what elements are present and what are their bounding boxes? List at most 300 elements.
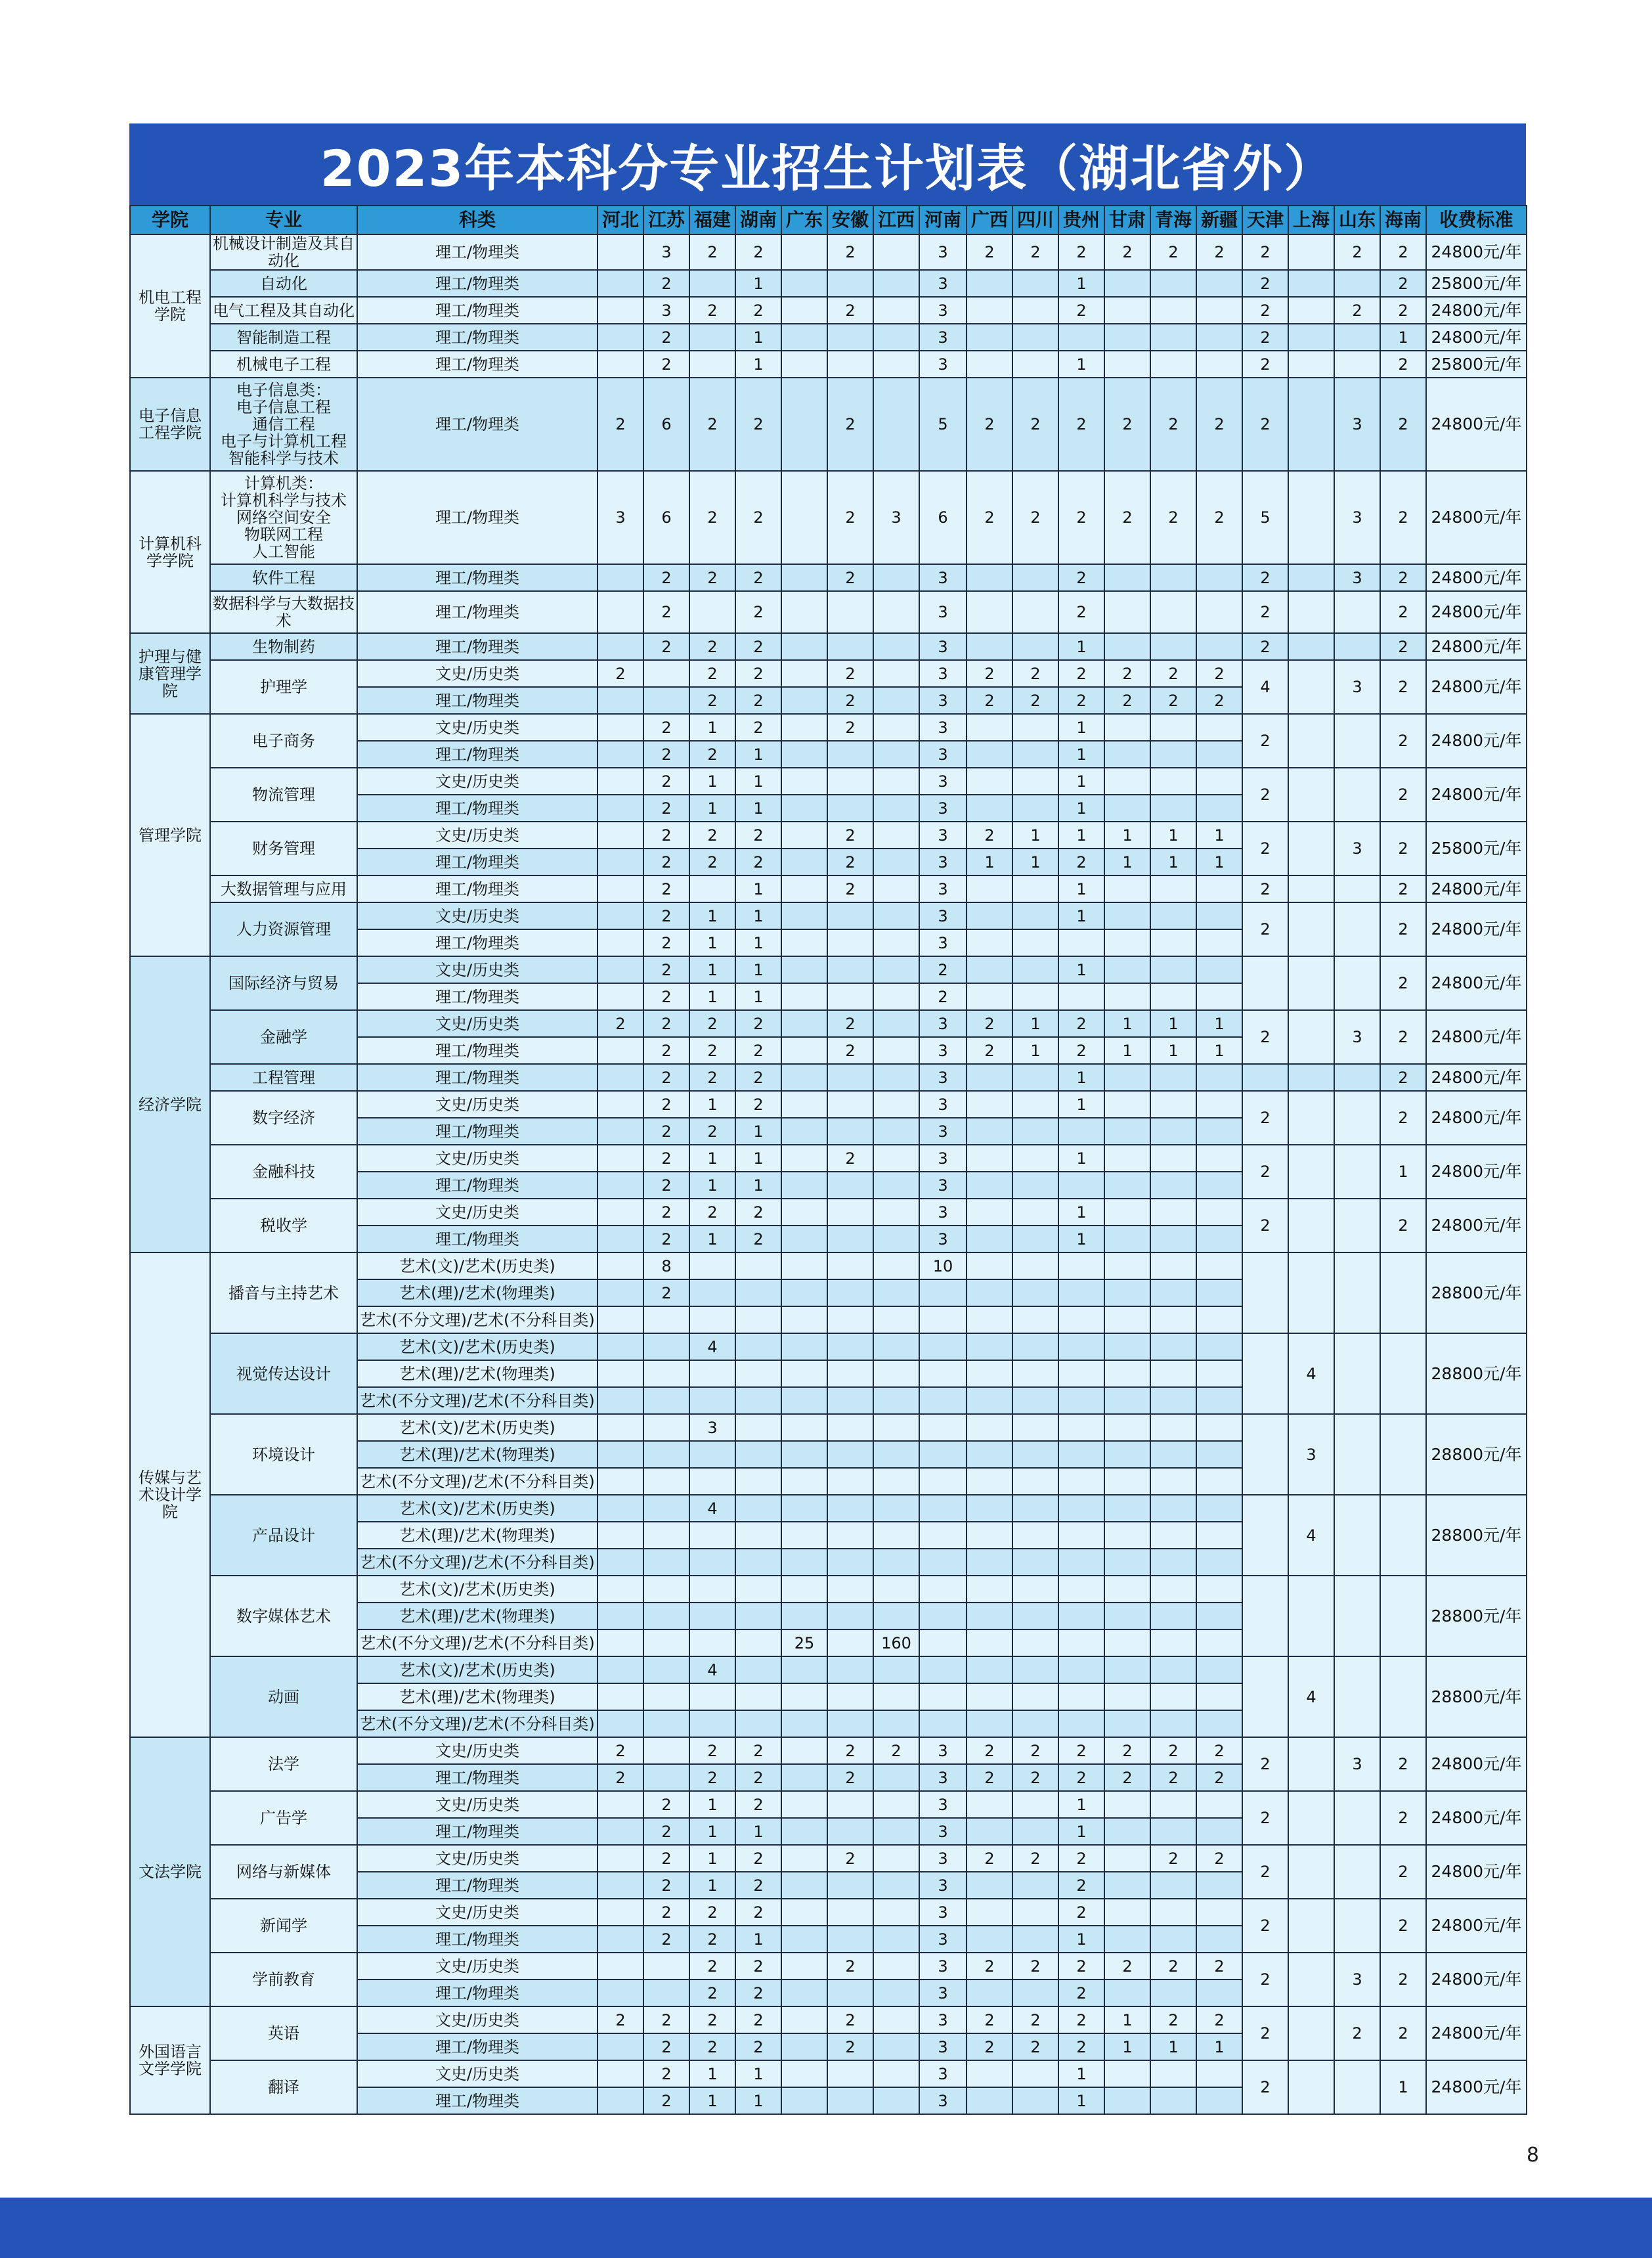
- quota-cell: 1: [735, 875, 781, 902]
- quota-cell: 2: [827, 564, 873, 591]
- quota-cell: [1104, 1926, 1150, 1953]
- quota-cell: 2: [1150, 378, 1196, 471]
- quota-cell: 2: [1012, 1953, 1058, 1980]
- quota-cell: [873, 795, 919, 822]
- quota-cell: [781, 1306, 827, 1333]
- quota-cell: [1058, 1333, 1104, 1360]
- quota-cell: 3: [919, 1980, 967, 2006]
- quota-cell: 2: [735, 2033, 781, 2060]
- quota-cell: 2: [1012, 471, 1058, 564]
- subject-cell: 理工/物理类: [357, 633, 598, 660]
- quota-cell: 3: [919, 351, 967, 378]
- quota-cell: [1012, 1818, 1058, 1845]
- major-cell: 广告学: [210, 1791, 357, 1845]
- quota-cell: [1196, 297, 1242, 324]
- quota-cell: [1150, 270, 1196, 297]
- quota-cell: [598, 822, 643, 849]
- quota-cell: [643, 1710, 689, 1737]
- quota-cell: 2: [643, 1172, 689, 1199]
- quota-cell: [781, 768, 827, 795]
- quota-cell: 1: [689, 768, 735, 795]
- quota-cell: 2: [643, 849, 689, 875]
- fee-cell: 25800元/年: [1426, 822, 1527, 875]
- quota-cell: [598, 297, 643, 324]
- quota-cell: [1150, 795, 1196, 822]
- quota-merged-cell: [1288, 1576, 1334, 1656]
- quota-cell: 1: [735, 902, 781, 929]
- quota-cell: [1196, 1387, 1242, 1414]
- quota-cell: 2: [1012, 378, 1058, 471]
- quota-cell: [1196, 1603, 1242, 1629]
- major-cell: 学前教育: [210, 1953, 357, 2006]
- quota-cell: 1: [735, 1172, 781, 1199]
- quota-cell: [919, 1387, 967, 1414]
- quota-cell: [967, 1414, 1012, 1441]
- quota-cell: [873, 1333, 919, 1360]
- quota-cell: [1104, 324, 1150, 351]
- quota-cell: 1: [1058, 1091, 1104, 1118]
- quota-cell: 2: [827, 1764, 873, 1791]
- quota-cell: [598, 2060, 643, 2087]
- quota-cell: [643, 1737, 689, 1764]
- quota-cell: [1104, 956, 1150, 983]
- fee-cell: 28800元/年: [1426, 1656, 1527, 1737]
- quota-cell: [873, 849, 919, 875]
- quota-cell: [967, 1306, 1012, 1333]
- quota-cell: 2: [643, 1226, 689, 1252]
- quota-cell: [1196, 633, 1242, 660]
- quota-cell: [1150, 1064, 1196, 1091]
- column-header: 河北: [598, 206, 643, 234]
- quota-cell: 2: [735, 1845, 781, 1872]
- quota-cell: 2: [1150, 660, 1196, 687]
- quota-cell: [781, 1199, 827, 1226]
- quota-cell: [781, 1252, 827, 1279]
- quota-cell: [1150, 1818, 1196, 1845]
- quota-cell: [598, 687, 643, 714]
- quota-cell: [827, 270, 873, 297]
- quota-merged-cell: 2: [1242, 1791, 1288, 1845]
- quota-cell: [1058, 1549, 1104, 1576]
- quota-cell: 2: [1012, 1737, 1058, 1764]
- quota-cell: [1196, 1226, 1242, 1252]
- quota-cell: 3: [919, 1764, 967, 1791]
- quota-cell: [598, 1306, 643, 1333]
- quota-cell: [1150, 875, 1196, 902]
- quota-cell: [967, 1199, 1012, 1226]
- quota-cell: [781, 875, 827, 902]
- quota-cell: 10: [919, 1252, 967, 1279]
- quota-merged-cell: [1380, 1333, 1426, 1414]
- table-row: [130, 378, 1527, 471]
- quota-cell: 2: [827, 378, 873, 471]
- table-row: [130, 768, 1527, 795]
- quota-cell: [967, 1333, 1012, 1360]
- quota-cell: 3: [919, 849, 967, 875]
- quota-cell: [598, 324, 643, 351]
- quota-cell: [1012, 741, 1058, 768]
- quota-cell: [598, 1818, 643, 1845]
- quota-cell: [598, 1629, 643, 1656]
- quota-cell: [735, 1656, 781, 1683]
- quota-cell: 2: [643, 1791, 689, 1818]
- quota-cell: 2: [967, 1845, 1012, 1872]
- quota-cell: 2: [1150, 1764, 1196, 1791]
- quota-cell: 2: [827, 1010, 873, 1037]
- quota-cell: [967, 1279, 1012, 1306]
- quota-cell: [643, 687, 689, 714]
- quota-cell: [781, 1387, 827, 1414]
- quota-cell: [919, 1629, 967, 1656]
- column-header: 广东: [781, 206, 827, 234]
- page-number: 8: [1526, 2144, 1539, 2167]
- quota-cell: [1150, 1899, 1196, 1926]
- quota-cell: 2: [598, 378, 643, 471]
- quota-cell: 1: [735, 741, 781, 768]
- quota-cell: [827, 633, 873, 660]
- quota-cell: [1058, 1495, 1104, 1522]
- quota-cell: 2: [1058, 1010, 1104, 1037]
- quota-cell: [781, 2060, 827, 2087]
- quota-cell: [873, 1872, 919, 1899]
- quota-cell: [689, 1683, 735, 1710]
- quota-cell: 3: [919, 1064, 967, 1091]
- quota-cell: [1104, 1468, 1150, 1495]
- quota-cell: [735, 1549, 781, 1576]
- quota-cell: 3: [919, 1145, 967, 1172]
- quota-cell: [827, 1495, 873, 1522]
- quota-cell: [1150, 1603, 1196, 1629]
- quota-cell: [598, 1360, 643, 1387]
- quota-cell: [967, 875, 1012, 902]
- quota-cell: 2: [1196, 471, 1242, 564]
- quota-cell: [873, 1764, 919, 1791]
- column-header: 广西: [967, 206, 1012, 234]
- fee-cell: 24800元/年: [1426, 1010, 1527, 1064]
- quota-cell: [598, 1791, 643, 1818]
- quota-cell: 2: [689, 687, 735, 714]
- quota-cell: [919, 1306, 967, 1333]
- quota-cell: 2: [1242, 270, 1288, 297]
- quota-cell: [735, 1603, 781, 1629]
- quota-cell: 2: [735, 714, 781, 741]
- quota-cell: 2: [643, 1118, 689, 1145]
- subject-cell: 理工/物理类: [357, 875, 598, 902]
- quota-merged-cell: [1288, 822, 1334, 875]
- quota-cell: [781, 795, 827, 822]
- quota-cell: [1012, 1791, 1058, 1818]
- quota-cell: [1196, 714, 1242, 741]
- quota-merged-cell: 2: [1242, 768, 1288, 822]
- quota-cell: [827, 591, 873, 633]
- quota-cell: 2: [1242, 564, 1288, 591]
- quota-cell: [827, 1091, 873, 1118]
- quota-cell: 1: [689, 983, 735, 1010]
- quota-cell: 1: [1058, 270, 1104, 297]
- subject-cell: 理工/物理类: [357, 2033, 598, 2060]
- quota-cell: [1104, 1549, 1150, 1576]
- quota-merged-cell: 2: [1242, 1010, 1288, 1064]
- quota-cell: 2: [643, 1091, 689, 1118]
- quota-cell: [873, 1683, 919, 1710]
- quota-cell: 2: [1104, 378, 1150, 471]
- quota-cell: 2: [643, 270, 689, 297]
- quota-cell: [598, 1522, 643, 1549]
- quota-cell: [1058, 1656, 1104, 1683]
- quota-merged-cell: 3: [1334, 660, 1380, 714]
- fee-cell: 24800元/年: [1426, 902, 1527, 956]
- quota-cell: [967, 351, 1012, 378]
- quota-cell: 3: [919, 1226, 967, 1252]
- quota-cell: [873, 234, 919, 270]
- quota-cell: [919, 1549, 967, 1576]
- quota-cell: [735, 1576, 781, 1603]
- quota-cell: 2: [643, 1279, 689, 1306]
- quota-cell: 2: [735, 1953, 781, 1980]
- fee-cell: 24800元/年: [1426, 1199, 1527, 1252]
- quota-merged-cell: 4: [1288, 1333, 1334, 1414]
- quota-cell: [781, 1818, 827, 1845]
- quota-cell: 2: [643, 2033, 689, 2060]
- quota-cell: [873, 1118, 919, 1145]
- subject-cell: 文史/历史类: [357, 1145, 598, 1172]
- quota-cell: 2: [1058, 1899, 1104, 1926]
- column-header: 收费标准: [1426, 206, 1527, 234]
- quota-cell: [1104, 714, 1150, 741]
- quota-merged-cell: 2: [1242, 1953, 1288, 2006]
- quota-cell: 2: [735, 1037, 781, 1064]
- quota-cell: [598, 1199, 643, 1226]
- quota-cell: 2: [1380, 1064, 1426, 1091]
- table-row: [130, 1899, 1527, 1926]
- quota-cell: [1150, 1629, 1196, 1656]
- quota-cell: [873, 1495, 919, 1522]
- quota-cell: 2: [689, 471, 735, 564]
- quota-cell: [967, 2087, 1012, 2114]
- quota-cell: [1196, 1926, 1242, 1953]
- quota-cell: [1288, 324, 1334, 351]
- quota-cell: [643, 1980, 689, 2006]
- quota-cell: 2: [643, 875, 689, 902]
- quota-cell: 2: [1196, 1737, 1242, 1764]
- quota-cell: [1150, 1495, 1196, 1522]
- quota-cell: [1012, 1522, 1058, 1549]
- quota-cell: [873, 270, 919, 297]
- quota-cell: [873, 660, 919, 687]
- quota-cell: [1196, 1710, 1242, 1737]
- quota-cell: 3: [919, 795, 967, 822]
- quota-cell: [1196, 1629, 1242, 1656]
- quota-cell: 1: [735, 1818, 781, 1845]
- quota-merged-cell: [1288, 1737, 1334, 1791]
- major-cell: 网络与新媒体: [210, 1845, 357, 1899]
- quota-cell: [873, 1522, 919, 1549]
- major-cell: 物流管理: [210, 768, 357, 822]
- subject-cell: 艺术(文)/艺术(历史类): [357, 1252, 598, 1279]
- quota-cell: 1: [1104, 2006, 1150, 2033]
- quota-cell: [643, 1576, 689, 1603]
- quota-cell: 2: [1196, 687, 1242, 714]
- quota-cell: 2: [1058, 564, 1104, 591]
- quota-cell: 3: [919, 741, 967, 768]
- quota-cell: [827, 795, 873, 822]
- quota-cell: [1150, 1980, 1196, 2006]
- quota-cell: [1058, 1710, 1104, 1737]
- major-cell: 人力资源管理: [210, 902, 357, 956]
- quota-cell: 2: [689, 564, 735, 591]
- quota-cell: 2: [1012, 660, 1058, 687]
- fee-cell: 24800元/年: [1426, 234, 1527, 270]
- quota-cell: [1012, 1172, 1058, 1199]
- quota-cell: 3: [919, 822, 967, 849]
- quota-cell: [643, 1629, 689, 1656]
- quota-cell: [643, 1333, 689, 1360]
- quota-cell: 3: [919, 660, 967, 687]
- quota-cell: [781, 270, 827, 297]
- quota-cell: [1288, 564, 1334, 591]
- quota-cell: [873, 1360, 919, 1387]
- fee-cell: 24800元/年: [1426, 1091, 1527, 1145]
- quota-cell: [643, 1495, 689, 1522]
- quota-cell: [1150, 1468, 1196, 1495]
- quota-cell: [598, 956, 643, 983]
- quota-cell: [919, 1441, 967, 1468]
- quota-cell: 2: [689, 849, 735, 875]
- quota-cell: [967, 1226, 1012, 1252]
- quota-cell: 2: [643, 902, 689, 929]
- subject-cell: 艺术(理)/艺术(物理类): [357, 1279, 598, 1306]
- quota-cell: [598, 1441, 643, 1468]
- quota-cell: [689, 1252, 735, 1279]
- column-header: 专业: [210, 206, 357, 234]
- table-row: [130, 471, 1527, 564]
- quota-cell: [873, 591, 919, 633]
- quota-cell: [1288, 633, 1334, 660]
- quota-cell: [873, 1926, 919, 1953]
- quota-cell: 2: [1242, 591, 1288, 633]
- quota-cell: [1196, 1656, 1242, 1683]
- quota-cell: [827, 1926, 873, 1953]
- quota-cell: 3: [919, 1845, 967, 1872]
- quota-merged-cell: [1334, 1414, 1380, 1495]
- quota-cell: [1334, 1064, 1380, 1091]
- quota-cell: [643, 1953, 689, 1980]
- quota-cell: [1196, 2087, 1242, 2114]
- quota-cell: [919, 1683, 967, 1710]
- college-cell: 经济学院: [130, 956, 210, 1252]
- quota-cell: [919, 1468, 967, 1495]
- quota-merged-cell: 2: [1380, 768, 1426, 822]
- quota-cell: 2: [1380, 234, 1426, 270]
- quota-cell: 2: [735, 1737, 781, 1764]
- quota-cell: [967, 324, 1012, 351]
- quota-cell: [1104, 875, 1150, 902]
- quota-cell: [1196, 1818, 1242, 1845]
- quota-cell: [1104, 1791, 1150, 1818]
- fee-cell: 24800元/年: [1426, 660, 1527, 714]
- quota-cell: [1196, 1872, 1242, 1899]
- quota-cell: [598, 983, 643, 1010]
- quota-cell: 2: [967, 471, 1012, 564]
- quota-cell: [1012, 1872, 1058, 1899]
- quota-cell: 2: [1380, 591, 1426, 633]
- major-cell: 计算机类： 计算机科学与技术 网络空间安全 物联网工程 人工智能: [210, 471, 357, 564]
- quota-merged-cell: 3: [1288, 1414, 1334, 1495]
- quota-cell: 6: [643, 471, 689, 564]
- quota-cell: [1104, 351, 1150, 378]
- fee-cell: 24800元/年: [1426, 1845, 1527, 1899]
- quota-cell: [781, 983, 827, 1010]
- quota-cell: [873, 2006, 919, 2033]
- quota-cell: [873, 1145, 919, 1172]
- college-cell: 外国语言文学学院: [130, 2006, 210, 2114]
- subject-cell: 艺术(不分文理)/艺术(不分科目类): [357, 1549, 598, 1576]
- quota-cell: [689, 270, 735, 297]
- quota-cell: [1150, 564, 1196, 591]
- quota-cell: 1: [1058, 822, 1104, 849]
- quota-merged-cell: 3: [1334, 1953, 1380, 2006]
- quota-cell: [1012, 1980, 1058, 2006]
- quota-cell: 2: [735, 564, 781, 591]
- quota-cell: 1: [1196, 822, 1242, 849]
- quota-cell: 2: [643, 2060, 689, 2087]
- quota-cell: 1: [1012, 1037, 1058, 1064]
- quota-merged-cell: [1242, 1252, 1288, 1333]
- quota-cell: [598, 1926, 643, 1953]
- quota-cell: [873, 1010, 919, 1037]
- quota-cell: [1196, 1252, 1242, 1279]
- quota-cell: [967, 1387, 1012, 1414]
- quota-cell: [643, 1387, 689, 1414]
- quota-cell: 2: [735, 1226, 781, 1252]
- fee-cell: 25800元/年: [1426, 270, 1527, 297]
- quota-cell: [598, 902, 643, 929]
- quota-cell: 2: [643, 1010, 689, 1037]
- quota-merged-cell: [1334, 902, 1380, 956]
- quota-cell: [598, 2033, 643, 2060]
- quota-cell: 2: [1196, 1845, 1242, 1872]
- fee-cell: 24800元/年: [1426, 2006, 1527, 2060]
- quota-merged-cell: [1334, 1845, 1380, 1899]
- quota-cell: 2: [967, 1953, 1012, 1980]
- quota-cell: 1: [1150, 849, 1196, 875]
- quota-cell: [598, 1172, 643, 1199]
- subject-cell: 理工/物理类: [357, 234, 598, 270]
- quota-cell: 2: [643, 2006, 689, 2033]
- quota-merged-cell: [1334, 714, 1380, 768]
- quota-cell: 2: [643, 633, 689, 660]
- quota-cell: [1012, 1629, 1058, 1656]
- quota-cell: 1: [1150, 822, 1196, 849]
- quota-cell: [1196, 1522, 1242, 1549]
- quota-cell: 1: [689, 1091, 735, 1118]
- major-cell: 生物制药: [210, 633, 357, 660]
- fee-cell: 24800元/年: [1426, 1791, 1527, 1845]
- quota-cell: [873, 1899, 919, 1926]
- quota-cell: [873, 1252, 919, 1279]
- table-row: [130, 1953, 1527, 1980]
- quota-cell: [827, 1064, 873, 1091]
- subject-cell: 文史/历史类: [357, 1010, 598, 1037]
- quota-cell: [598, 1252, 643, 1279]
- quota-cell: [873, 1306, 919, 1333]
- quota-cell: 2: [1242, 297, 1288, 324]
- major-cell: 机械设计制造及其自动化: [210, 234, 357, 270]
- quota-cell: [827, 1414, 873, 1441]
- quota-cell: [967, 1926, 1012, 1953]
- quota-cell: [1196, 956, 1242, 983]
- quota-cell: 2: [643, 983, 689, 1010]
